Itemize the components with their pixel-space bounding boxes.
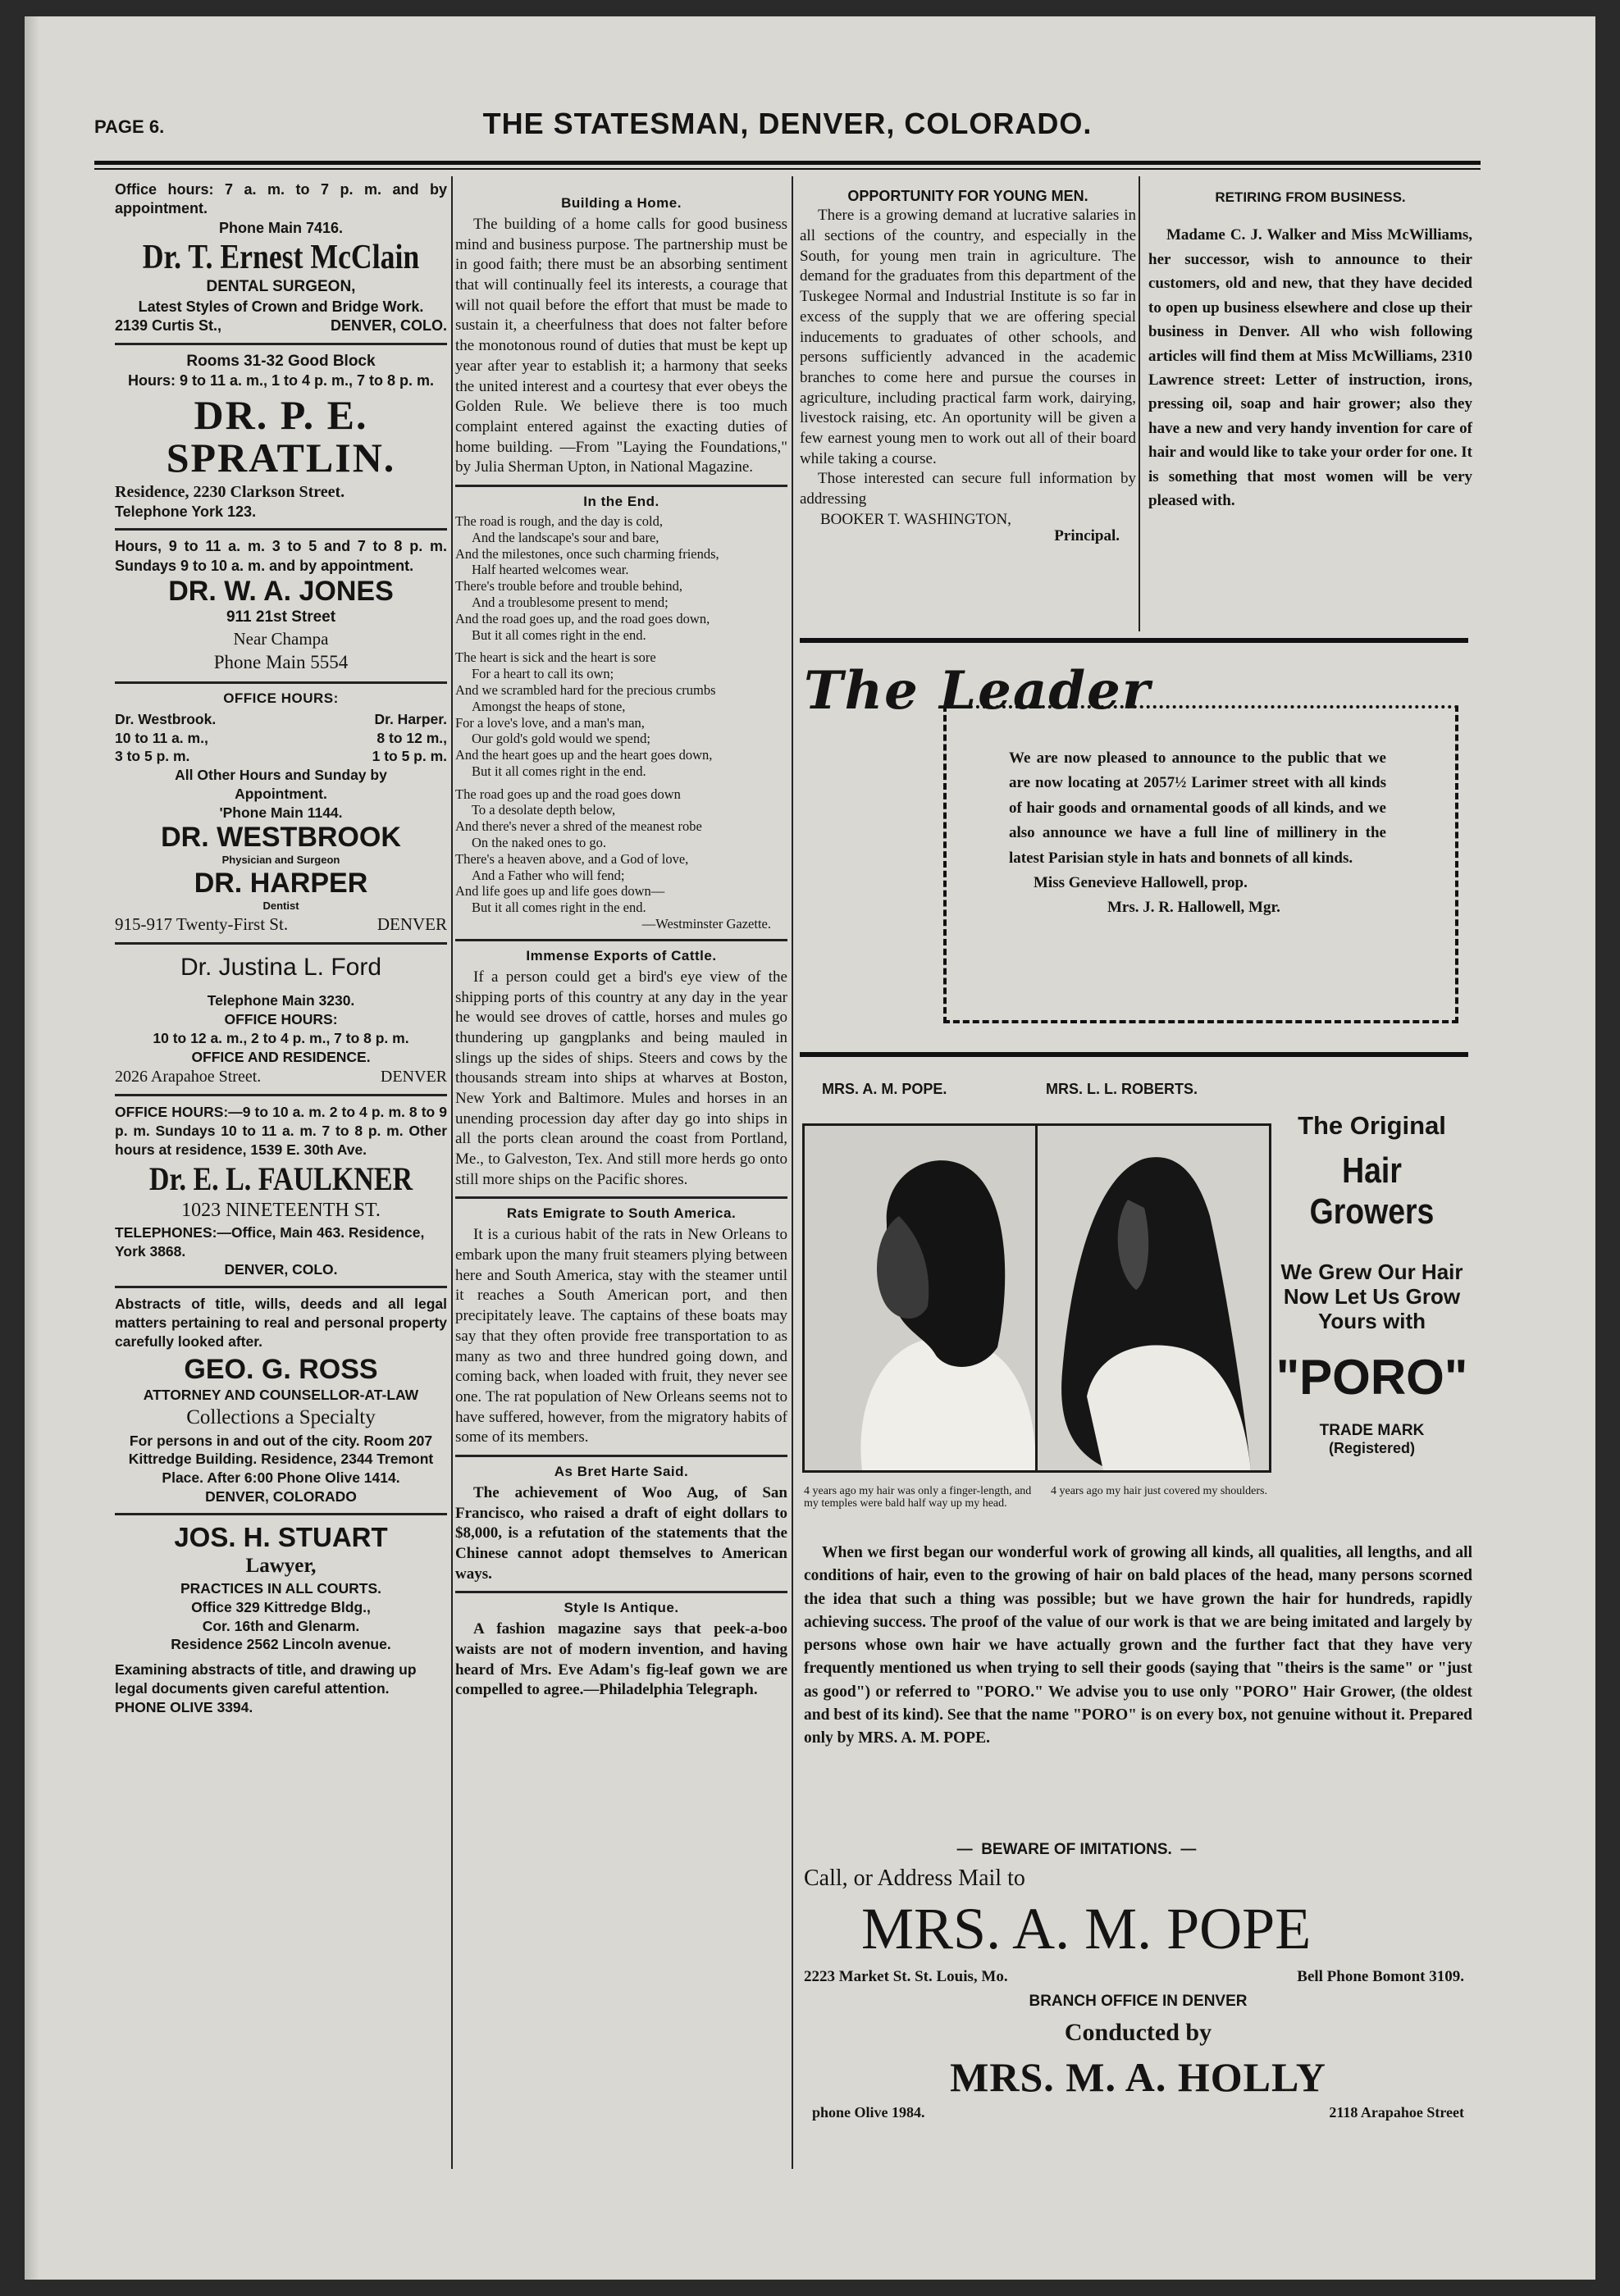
city: DENVER <box>376 914 447 935</box>
practice: PRACTICES IN ALL COURTS. <box>180 1580 381 1597</box>
phone: Telephone York 123. <box>115 503 257 520</box>
poem-line: And the milestones, once such charming friends, <box>455 545 719 562</box>
article-rats-emigrate <box>455 1205 787 1448</box>
city: DENVER, COLO. <box>224 1261 338 1278</box>
card-body: Examining abstracts of title, and drawing up legal documents given careful attention. <box>115 1661 417 1697</box>
phone: PHONE OLIVE 3394. <box>115 1698 253 1715</box>
article-heading: OPPORTUNITY FOR YOUNG MEN. <box>847 188 1088 204</box>
rooms: Rooms 31-32 Good Block <box>186 352 376 370</box>
signer: BOOKER T. WASHINGTON, <box>820 510 1011 528</box>
hours-line: Dr. Harper. <box>374 710 447 727</box>
article-heading: As Bret Harte Said. <box>554 1463 689 1479</box>
column-divider <box>1139 176 1140 631</box>
divider <box>115 681 447 684</box>
phone: Phone Main 5554 <box>213 651 349 672</box>
ad-signature: Mrs. J. R. Hallowell, Mgr. <box>1107 899 1280 917</box>
card-westbrook-harper <box>115 690 447 936</box>
residence: Residence 2562 Lincoln avenue. <box>171 1636 391 1653</box>
poem-line: And a troublesome present to mend; <box>472 594 669 610</box>
card-jones <box>115 537 447 675</box>
divider <box>455 1196 787 1199</box>
divider <box>115 1286 447 1288</box>
branch-office: BRANCH OFFICE IN DENVER <box>1029 1993 1248 2010</box>
city: DENVER, COLO. <box>330 317 447 335</box>
poem-line: And the heart goes up and the heart goes down, <box>455 747 713 763</box>
photo-caption: 4 years ago my hair just covered my shoulders. <box>1051 1485 1267 1497</box>
role: Physician and Surgeon <box>221 854 340 867</box>
poem-line: The road is rough, and the day is cold, <box>455 512 663 529</box>
divider <box>455 1591 787 1593</box>
portrait-image <box>1038 1126 1269 1470</box>
poem-line: And a Father who will fend; <box>472 867 625 883</box>
ad-text <box>1009 746 1386 921</box>
address: 2026 Arapahoe Street. <box>115 1068 262 1086</box>
article-body: It is a curious habit of the rats in New Orleans to embark upon the many fruit steamers plying between here and South America, stay with the steamer until it reaches a South American port, and then precipitately leave. The captains of these boats may say that they often provide free transportation to as many as two and three hundred going down, and coming back, when loaded with fruit, they never see one. The rat population of New Orleans seems not to have suffered, however, from the migratory habits of some of its members. <box>455 1226 787 1446</box>
card-name: GEO. G. ROSS <box>184 1354 378 1386</box>
card-name: DR. WESTBROOK <box>161 822 401 854</box>
article-body: A fashion magazine says that peek-a-boo waists are not of modern invention, and having heard of Mrs. Eve Adam's fig-leaf gown we are compelled to agree.—Philadelphia Telegraph. <box>455 1620 787 1699</box>
phone: Telephone Main 3230. <box>207 992 355 1009</box>
poem-line <box>455 780 787 786</box>
office-hours: Hours, 9 to 11 a. m. 3 to 5 and 7 to 8 p. m. Sundays 9 to 10 a. m. and by appointment. <box>115 538 447 574</box>
office-hours-heading: OFFICE HOURS: <box>224 1011 338 1028</box>
registered: (Registered) <box>1328 1439 1416 1456</box>
office: Cor. 16th and Glenarm. <box>202 1617 360 1634</box>
office-hours: 10 to 12 a. m., 2 to 4 p. m., 7 to 8 p. m. <box>153 1029 409 1046</box>
card-name: DR. W. A. JONES <box>168 575 394 607</box>
card-title: ATTORNEY AND COUNSELLOR-AT-LAW <box>143 1387 419 1404</box>
office: OFFICE AND RESIDENCE. <box>191 1048 371 1065</box>
article-heading: In the End. <box>583 493 659 509</box>
poro-brand-block <box>1267 1111 1476 1457</box>
poem-line: Our gold's gold would we spend; <box>472 731 650 747</box>
divider <box>455 485 787 487</box>
poem-line: And the landscape's sour and bare, <box>472 529 659 545</box>
card-name: DR. P. E. <box>194 391 368 438</box>
poem-line: Half hearted welcomes wear. <box>472 562 629 578</box>
card-faulkner <box>115 1103 447 1279</box>
phones: TELEPHONES:—Office, Main 463. Residence, York 3868. <box>115 1223 425 1260</box>
hours-line: 1 to 5 p. m. <box>372 748 447 765</box>
phone: 'Phone Main 1144. <box>219 804 343 821</box>
poem-line: But it all comes right in the end. <box>472 763 646 779</box>
address: 2118 Arapahoe Street <box>1329 2104 1464 2121</box>
divider <box>115 942 447 945</box>
brand-name: "PORO" <box>1275 1349 1468 1405</box>
address: 1023 NINETEENTH ST. <box>181 1199 381 1221</box>
article-body: There is a growing demand at lucrative salaries in all sections of the country, and especially in the South, for young men train in agriculture. The demand for the graduates from this department of the Tuskegee Normal and Industrial Institute is so far in excess of the supply that we are offering special inducements to graduates of other schools, and persons sufficiently advanced in the academic branches to come here and pursue the courses in agriculture, including practical farm work, dairying, livestock raising, etc. An oportunity will be given a few earnest young men to work out all of their board while taking a course. <box>800 207 1136 467</box>
phone: phone Olive 1984. <box>812 2104 925 2121</box>
column-divider <box>451 176 453 2169</box>
card-name: SPRATLIN. <box>166 434 396 481</box>
photo-captions <box>804 1486 1288 1510</box>
residence: Residence, 2230 Clarkson Street. <box>115 482 345 501</box>
poem-line: For a heart to call its own; <box>472 666 614 682</box>
poem-line: On the naked ones to go. <box>472 835 607 851</box>
divider <box>115 1094 447 1096</box>
pope-big-name: MRS. A. M. POPE <box>861 1896 1312 1961</box>
article-opportunity-for-young-men <box>800 187 1136 547</box>
city: DENVER <box>380 1068 447 1086</box>
photo-caption: 4 years ago my hair was only a finger-length, and my temples were bald half way up my head. <box>804 1485 1032 1510</box>
article-heading: Immense Exports of Cattle. <box>526 947 717 963</box>
article-body: Those interested can secure full information by addressing <box>800 470 1136 508</box>
brand-heading: Hair Growers <box>1309 1150 1435 1232</box>
card-name: Dr. E. L. FAULKNER <box>148 1159 413 1197</box>
article-body: The achievement of Woo Aug, of San Francisco, who raised a draft of eight dollars to $8,000, is a refutation of the statements that the Chinese cannot adopt themselves to American ways. <box>455 1483 787 1583</box>
office-hours: OFFICE HOURS:—9 to 10 a. m. 2 to 4 p. m. 8 to 9 p. m. Sundays 10 to 11 a. m. 7 to 8 p. m. Other hours at residence, 1539 E. 30th Ave. <box>115 1104 447 1158</box>
article-heading: RETIRING FROM BUSINESS. <box>1215 189 1406 205</box>
article-heading: Building a Home. <box>561 195 682 211</box>
poem-line: To a desolate depth below, <box>472 802 616 818</box>
role: Dentist <box>262 900 299 913</box>
hours-line: 8 to 12 m., <box>376 729 447 746</box>
masthead <box>94 107 1481 148</box>
poem-line: But it all comes right in the end. <box>472 900 646 916</box>
article-immense-exports-of-cattle <box>455 948 787 1191</box>
poem-line: And the road goes up, and the road goes down, <box>455 610 710 626</box>
phone: Bell Phone Bomont 3109. <box>1297 1968 1464 1985</box>
phone: Phone Main 7416. <box>218 219 344 236</box>
other-hours: All Other Hours and Sunday by Appointment. <box>175 767 387 802</box>
newspaper-title: THE STATESMAN, DENVER, COLORADO. <box>482 107 1093 140</box>
poem-line <box>455 643 787 649</box>
section-rule <box>800 1052 1468 1057</box>
divider <box>115 343 447 345</box>
intro: Abstracts of title, wills, deeds and all legal matters pertaining to real and personal property carefully looked after. <box>115 1296 447 1350</box>
portrait-image <box>805 1126 1036 1470</box>
photo-name: MRS. L. L. ROBERTS. <box>1046 1081 1198 1097</box>
ad-title: The Leader <box>804 660 1152 722</box>
poem-line: —Westminster Gazette. <box>641 916 771 932</box>
article-bret-harte <box>455 1464 787 1584</box>
signer-title: Principal. <box>1054 527 1120 545</box>
article-body: The building of a home calls for good business mind and business purpose. The partnership must be in good faith; there must be an absorbing sentiment that will continually feel its interests, a courage that will not quail before the effort that must be made to sustain it, a cheerfulness that does not falter before the monotonous round of duties that must be kept up year after year to establish it; a harmony that seeks the united interest and a courtesy that ever obeys the Golden Rule. We believe there is too much complaint entered against the exacting duties of home building. —From "Laying the Foundations," by Julia Sherman Upton, in National Magazine. <box>455 216 787 476</box>
office: Office 329 Kittredge Bldg., <box>191 1598 371 1615</box>
poem-line: And life goes up and life goes down— <box>455 883 665 900</box>
portrait-photo-roberts <box>1035 1123 1271 1473</box>
article-body: If a person could get a bird's eye view of the shipping ports of this country at any day in the year he would see droves of cattle, horses and mules go thundering up gangplanks and being mauled in slings up the sides of ships. Steers and cows by the thousands stream into ships at wharves at Boston, New York and Baltimore. Mules and horses in an unending procession day after day go into ships in all the ports clean around the coast from Portland, Me., to Galveston, Tex. And still more herds go onto still more ships on the Pacific shores. <box>455 968 787 1188</box>
poro-ad-body <box>804 1542 1472 1750</box>
poem <box>455 513 787 932</box>
poem-line: For a love's love, and a man's man, <box>455 714 645 731</box>
article-building-a-home <box>455 195 787 478</box>
divider <box>455 939 787 941</box>
card-title: DENTAL SURGEON, <box>206 278 356 296</box>
column-professional-cards <box>115 180 447 1716</box>
ad-body: When we first began our wonderful work of growing all kinds, all qualities, all lengths, and all conditions of hair, even to the growing of hair on bald places of the head, many persons scorned the idea that such a thing was possible; but we have grown the hair for hundreds, rapidly achieving success. The proof of the value of our work is that we are being imitated and largely by persons whose own hair we have actually grown and the further fact that they have very frequently mentioned us when trying to sell their goods (saying that "theirs is the same" or "just as good") or referred to "PORO." We advise you to use only "PORO" Hair Grower, (the oldest and best of its kind). See that the name "PORO" is on every box, not genuine without it. Prepared only by MRS. A. M. POPE. <box>804 1544 1472 1747</box>
call-line: Call, or Address Mail to <box>804 1866 1025 1891</box>
poem-line: There's trouble before and trouble behind, <box>455 578 682 594</box>
card-mcclain <box>115 180 447 336</box>
card-name: Dr. T. Ernest McClain <box>142 239 420 277</box>
column-articles <box>455 190 787 1701</box>
divider <box>115 528 447 531</box>
poro-ad-footer <box>804 1841 1472 2121</box>
portrait-photo-pope <box>802 1123 1038 1473</box>
office-hours-heading: OFFICE HOURS: <box>223 690 339 706</box>
ad-signature: Miss Genevieve Hallowell, prop. <box>1034 873 1248 891</box>
card-stuart <box>115 1522 447 1717</box>
brand-slogan: We Grew Our Hair Now Let Us Grow Yours with <box>1280 1260 1463 1333</box>
poem-line: And we scrambled hard for the precious crumbs <box>455 681 716 698</box>
article-heading: Style Is Antique. <box>564 1600 679 1616</box>
photo-name: MRS. A. M. POPE. <box>822 1081 947 1097</box>
card-body: For persons in and out of the city. Room 207 Kittredge Building. Residence, 2344 Tremont Place. After 6:00 Phone Olive 1414. <box>128 1432 434 1487</box>
card-subtitle: Latest Styles of Crown and Bridge Work. <box>138 298 424 315</box>
hours-line: Dr. Westbrook. <box>115 710 217 727</box>
address: 915-917 Twenty-First St. <box>115 914 289 935</box>
brand-heading: The Original <box>1298 1111 1446 1140</box>
article-heading: Rats Emigrate to South America. <box>506 1205 737 1222</box>
poem-line: Amongst the heaps of stone, <box>472 698 626 714</box>
trademark: TRADE MARK <box>1319 1421 1425 1439</box>
divider <box>115 1513 447 1515</box>
poem-line: But it all comes right in the end. <box>472 626 646 643</box>
article-body: Madame C. J. Walker and Miss McWilliams, her successor, wish to announce to their customers, old and new, that they have decided to open up business elsewhere and close up their business in Denver. All who wish following articles will find them at Miss McWilliams, 2310 Lawrence street: Letter of instruction, irons, pressing oil, soap and hair grower; also they have a new and very handy invention for care of hair and would like to take your order for one. It is something that most women will be very pleased with. <box>1148 226 1472 510</box>
near: Near Champa <box>233 628 329 649</box>
hours-line: 3 to 5 p. m. <box>115 748 190 765</box>
divider <box>455 1455 787 1457</box>
address: 2223 Market St. St. Louis, Mo. <box>804 1968 1008 1985</box>
article-retiring-from-business <box>1148 187 1472 513</box>
card-name: JOS. H. STUART <box>174 1521 388 1552</box>
card-name: Dr. Justina L. Ford <box>180 954 382 982</box>
card-name: DR. HARPER <box>194 868 368 900</box>
office-hours: Hours: 9 to 11 a. m., 1 to 4 p. m., 7 to 8 p. m. <box>127 372 435 390</box>
address: 911 21st Street <box>226 608 336 626</box>
card-ross <box>115 1295 447 1506</box>
ad-body: We are now pleased to announce to the public that we are now locating at 2057½ Larimer street with all kinds of hair goods and ornamental goods of all kinds, and we also announce we have a full line of millinery in the latest Parisian style in hats and bonnets of all kinds. <box>1009 749 1386 867</box>
specialty: Collections a Specialty <box>186 1406 376 1429</box>
poem-line: There's a heaven above, and a God of love, <box>455 850 689 867</box>
article-in-the-end <box>455 494 787 932</box>
beware-line: — BEWARE OF IMITATIONS. — <box>956 1841 1197 1858</box>
card-ford <box>115 951 447 1087</box>
column-divider <box>792 176 793 2169</box>
masthead-rule <box>94 161 1481 165</box>
poem-line: And there's never a shred of the meanest robe <box>455 818 702 835</box>
conducted-by: Conducted by <box>1064 2019 1212 2046</box>
city: DENVER, COLORADO <box>205 1487 357 1505</box>
masthead-rule-thin <box>94 168 1481 170</box>
office-hours: Office hours: 7 a. m. to 7 p. m. and by appointment. <box>115 181 447 217</box>
poem-line: The heart is sick and the heart is sore <box>455 649 656 666</box>
holly-name: MRS. M. A. HOLLY <box>950 2054 1326 2100</box>
address: 2139 Curtis St., <box>115 317 222 335</box>
hours-line: 10 to 11 a. m., <box>115 729 208 746</box>
page-number: PAGE 6. <box>94 116 165 137</box>
card-spratlin <box>115 352 447 522</box>
section-rule <box>800 638 1468 643</box>
poem-line: The road goes up and the road goes down <box>455 786 681 802</box>
article-style-is-antique <box>455 1600 787 1701</box>
card-title: Lawyer, <box>245 1554 317 1577</box>
beware: BEWARE OF IMITATIONS. <box>981 1841 1172 1858</box>
